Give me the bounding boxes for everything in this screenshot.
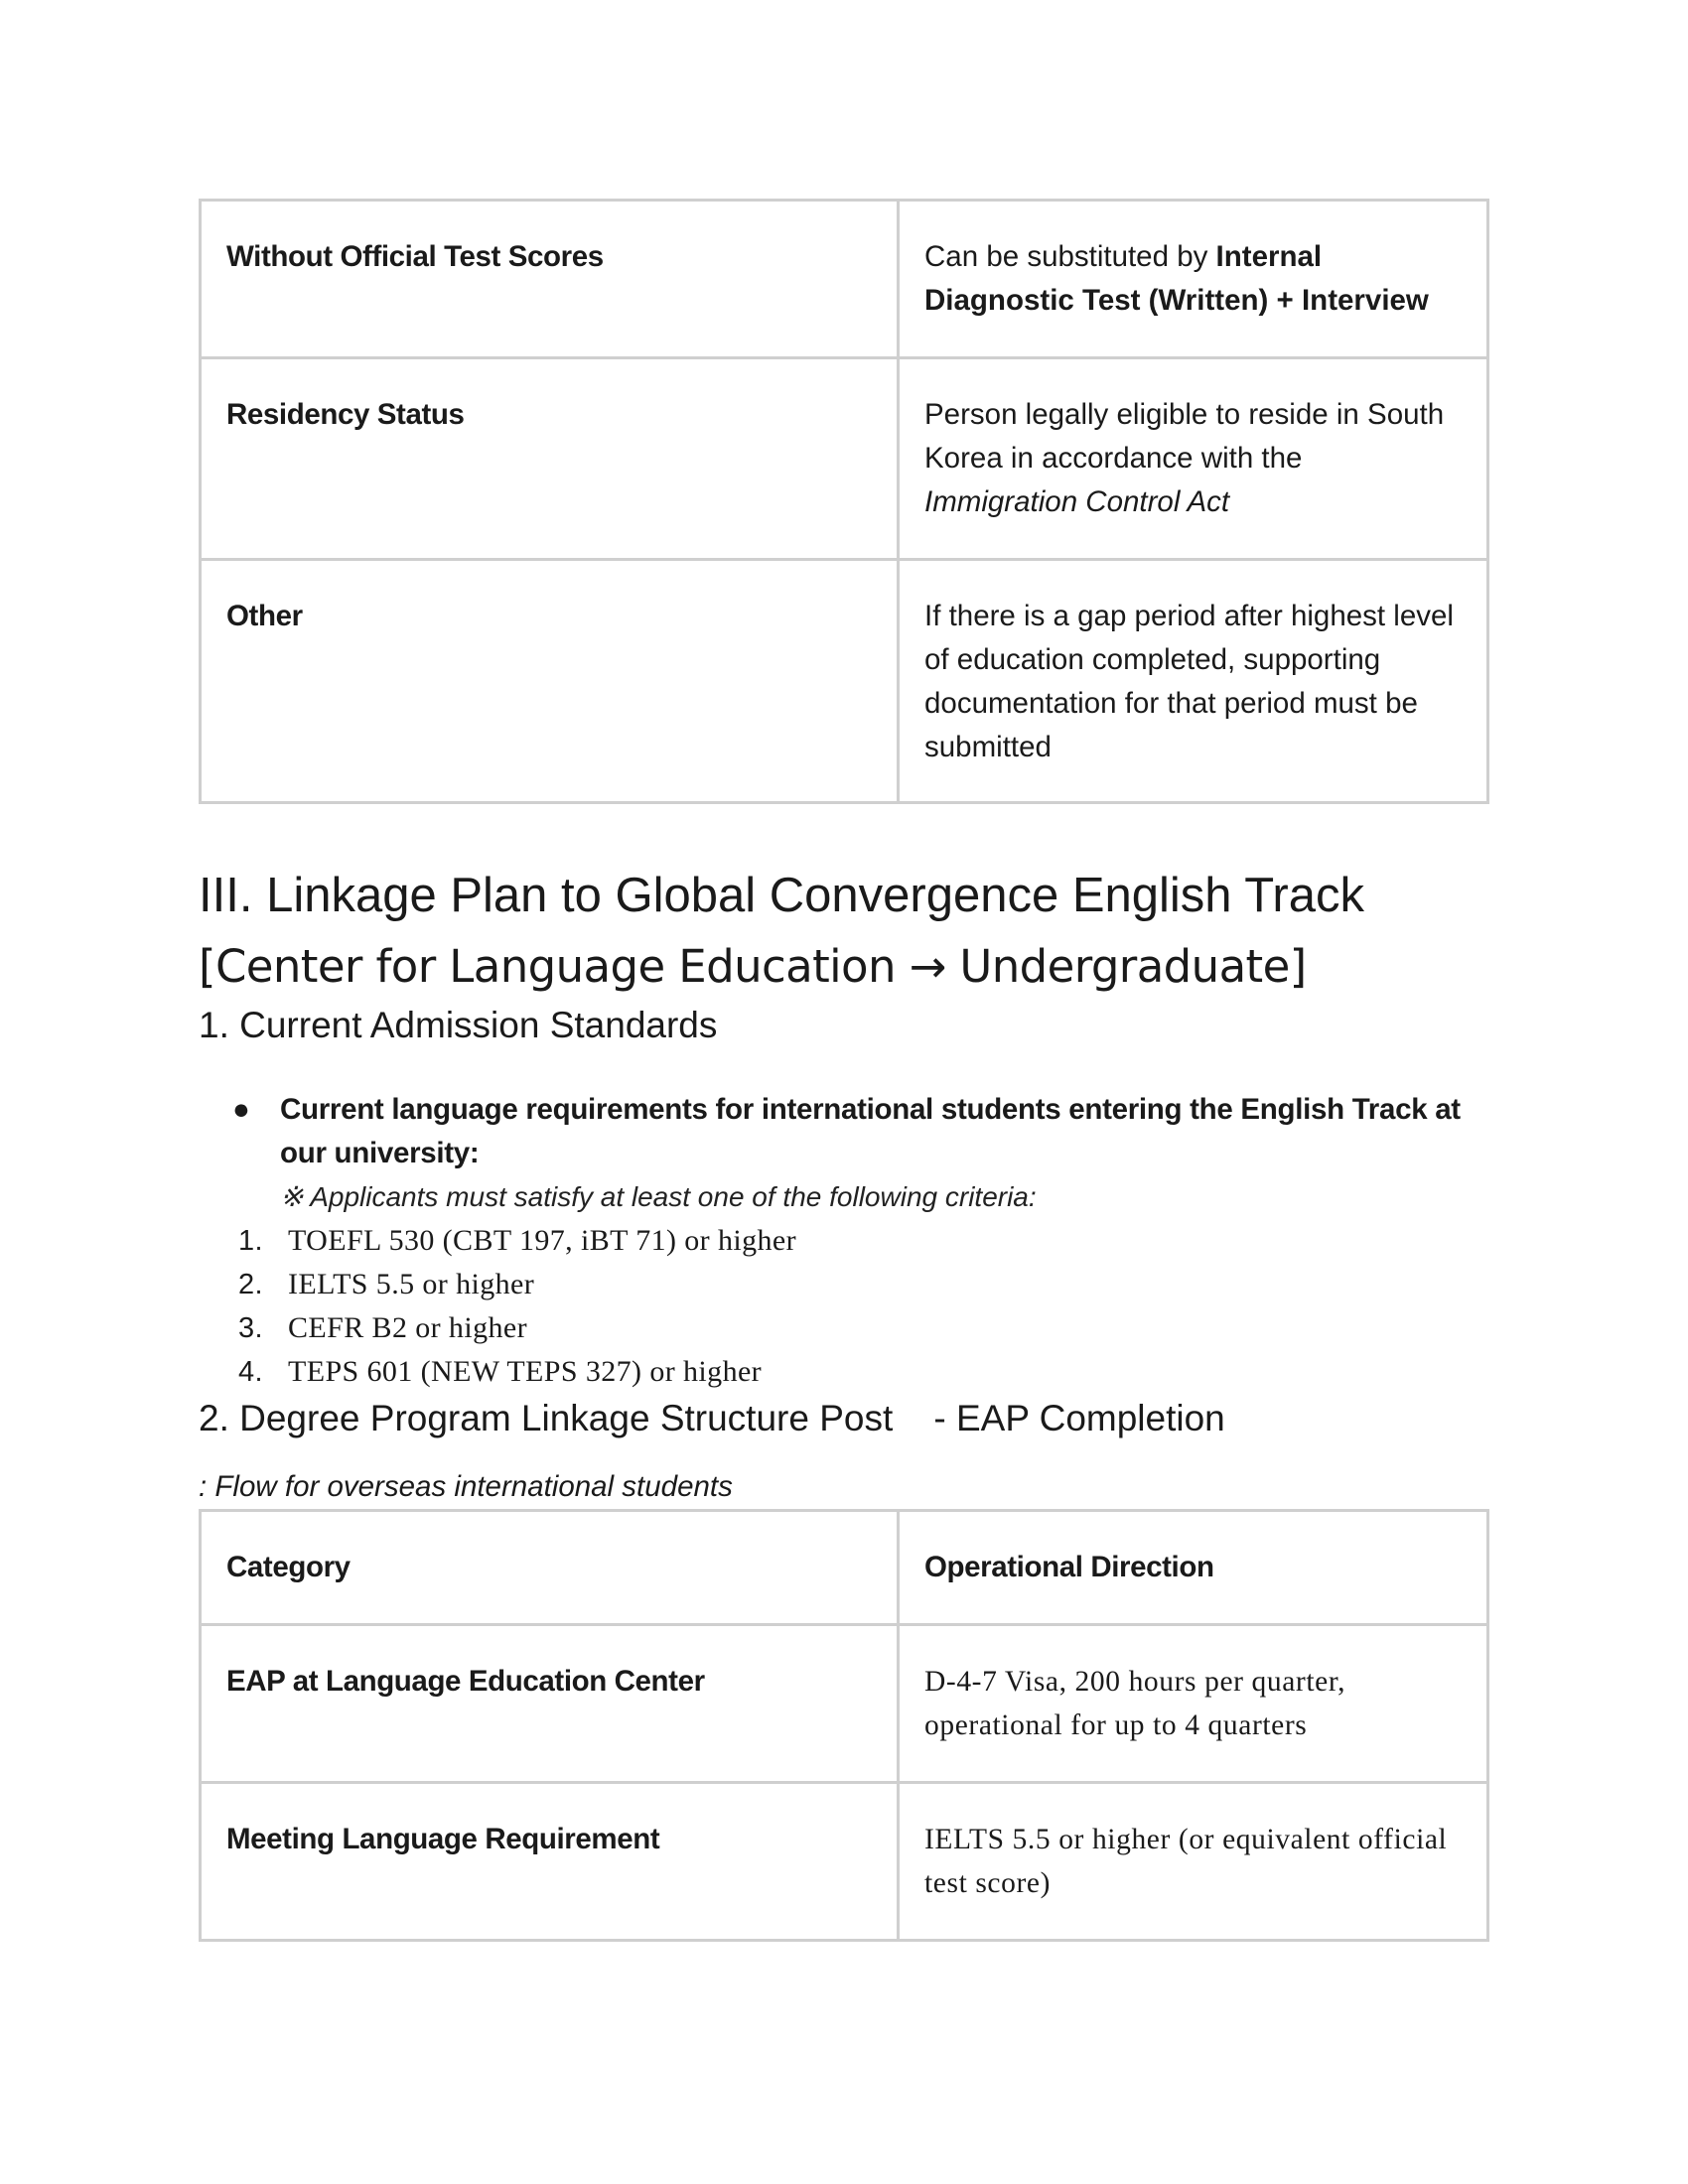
- section-title: III. Linkage Plan to Global Convergence English Track: [199, 869, 1364, 922]
- table-row: [201, 201, 1488, 358]
- list-number: 3.: [238, 1312, 263, 1344]
- table-header-row: [201, 1511, 1488, 1625]
- document-page: [199, 199, 1489, 1942]
- row-label: Residency Status: [201, 358, 899, 560]
- value-italic-text: Immigration Control Act: [924, 485, 1230, 518]
- list-text: CEFR B2 or higher: [288, 1311, 527, 1344]
- flow-caption: : Flow for overseas international students: [199, 1470, 733, 1503]
- list-item: [199, 1306, 1489, 1350]
- row-label: Without Official Test Scores: [201, 201, 899, 358]
- requirements-table: [199, 199, 1489, 804]
- bullet-text: Current language requirements for international students entering the English Track at our university:: [280, 1093, 1461, 1169]
- list-item: [199, 1219, 1489, 1263]
- list-text: TOEFL 530 (CBT 197, iBT 71) or higher: [288, 1224, 797, 1257]
- heading-current-admission: 1. Current Admission Standards: [199, 1005, 718, 1045]
- table-row: [201, 560, 1488, 803]
- row-label: Other: [201, 560, 899, 803]
- list-text: IELTS 5.5 or higher: [288, 1268, 535, 1300]
- bullet-dot: ●: [232, 1093, 250, 1126]
- header-category: Category: [201, 1511, 899, 1625]
- row-value: IELTS 5.5 or higher (or equivalent official test score): [899, 1783, 1488, 1941]
- criteria-list: [199, 1219, 1489, 1394]
- table-row: [201, 1783, 1488, 1941]
- value-bold-text: Internal Diagnostic Test (Written) + Interview: [924, 240, 1429, 317]
- row-value: [899, 358, 1488, 560]
- list-number: 2.: [238, 1269, 263, 1300]
- row-label: Meeting Language Requirement: [201, 1783, 899, 1941]
- row-value: If there is a gap period after highest level of education completed, supporting documentation for that period must be submitted: [899, 560, 1488, 803]
- operational-table: [199, 1509, 1489, 1942]
- list-number: 1.: [238, 1225, 263, 1257]
- header-operational-direction: Operational Direction: [899, 1511, 1488, 1625]
- value-text: Person legally eligible to reside in South Korea in accordance with the: [924, 398, 1445, 475]
- list-text: TEPS 601 (NEW TEPS 327) or higher: [288, 1355, 763, 1388]
- criteria-note: ※ Applicants must satisfy at least one of the following criteria:: [280, 1181, 1037, 1212]
- row-label: EAP at Language Education Center: [201, 1625, 899, 1783]
- bullet-item: [199, 1088, 1489, 1175]
- table-row: [201, 358, 1488, 560]
- row-value: [899, 201, 1488, 358]
- list-item: [199, 1350, 1489, 1394]
- list-item: [199, 1263, 1489, 1306]
- table-row: [201, 1625, 1488, 1783]
- value-text: Can be substituted by: [924, 240, 1216, 273]
- list-number: 4.: [238, 1356, 263, 1388]
- heading-degree-linkage: 2. Degree Program Linkage Structure Post - EAP Completion: [199, 1398, 1225, 1438]
- row-value: D-4-7 Visa, 200 hours per quarter, operational for up to 4 quarters: [899, 1625, 1488, 1783]
- section-subtitle: [Center for Language Education → Undergraduate]: [199, 940, 1307, 993]
